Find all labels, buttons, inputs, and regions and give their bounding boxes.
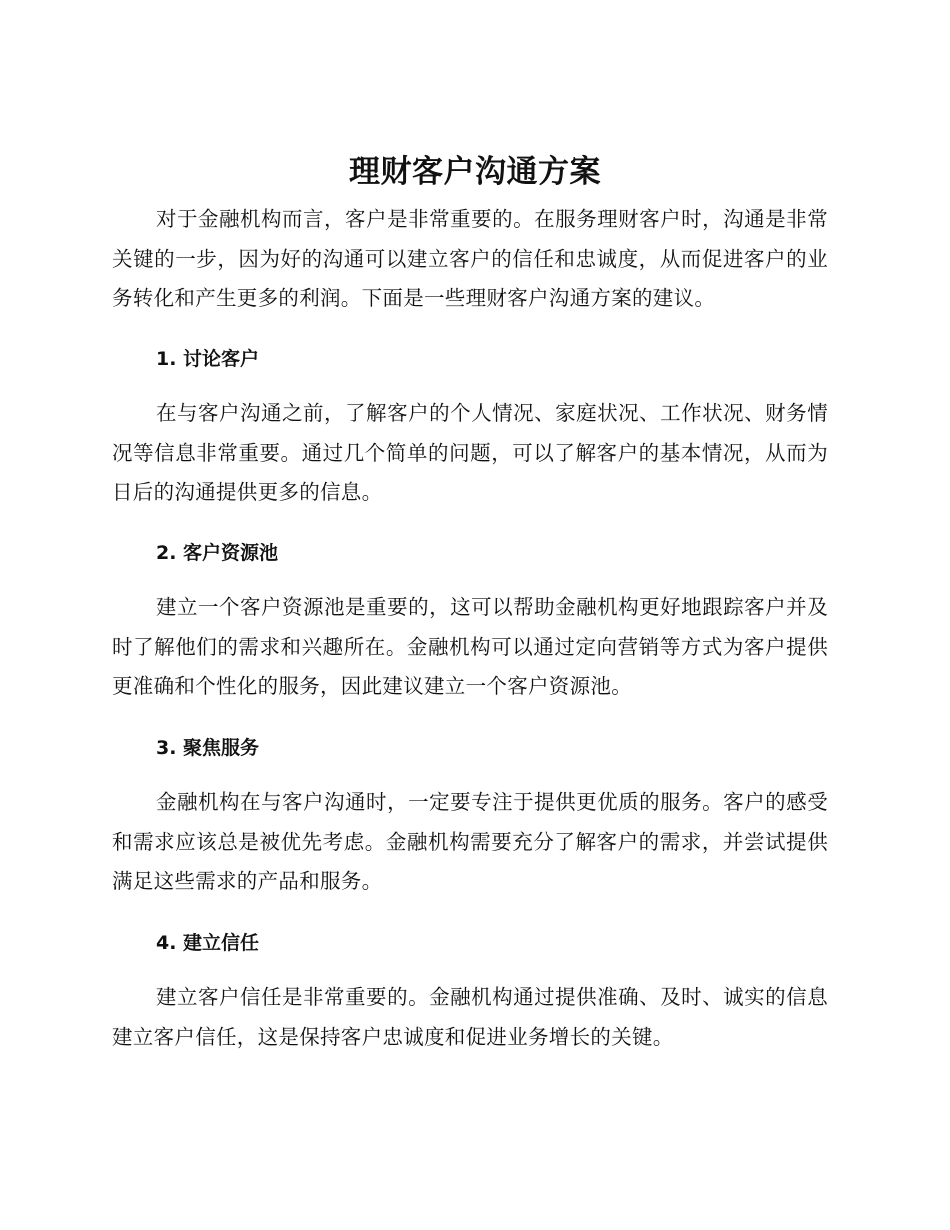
- intro-paragraph: 对于金融机构而言，客户是非常重要的。在服务理财客户时，沟通是非常关键的一步，因为好的沟通可以建立客户的信任和忠诚度，从而促进客户的业务转化和产生更多的利润。下面是一些理财客户沟通方案的建议。: [112, 207, 828, 310]
- document-title: 理财客户沟通方案: [349, 154, 601, 190]
- section-heading-3: 3. 聚焦服务: [156, 737, 260, 759]
- section-body-1: 在与客户沟通之前，了解客户的个人情况、家庭状况、工作状况、财务情况等信息非常重要。通过几个简单的问题，可以了解客户的基本情况，从而为日后的沟通提供更多的信息。: [112, 401, 828, 504]
- section-body-2: 建立一个客户资源池是重要的，这可以帮助金融机构更好地跟踪客户并及时了解他们的需求和兴趣所在。金融机构可以通过定向营销等方式为客户提供更准确和个性化的服务，因此建议建立一个客户资源池。: [112, 595, 828, 698]
- section-body-3: 金融机构在与客户沟通时，一定要专注于提供更优质的服务。客户的感受和需求应该总是被优先考虑。金融机构需要充分了解客户的需求，并尝试提供满足这些需求的产品和服务。: [112, 790, 828, 893]
- section-heading-2: 2. 客户资源池: [156, 542, 279, 564]
- section-heading-4: 4. 建立信任: [156, 932, 260, 954]
- section-heading-1: 1. 讨论客户: [156, 348, 260, 370]
- section-body-4: 建立客户信任是非常重要的。金融机构通过提供准确、及时、诚实的信息建立客户信任，这是保持客户忠诚度和促进业务增长的关键。: [112, 985, 828, 1049]
